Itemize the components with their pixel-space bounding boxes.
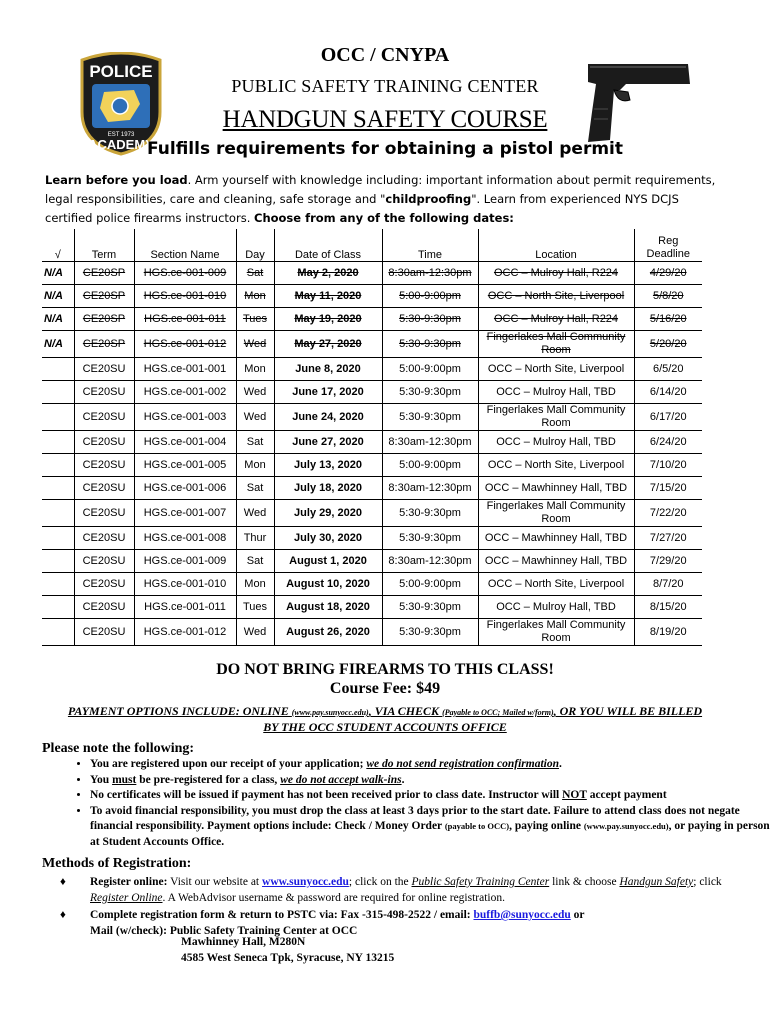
cell-term: CE20SU [74, 550, 134, 573]
intro-text-1: . Arm yourself with knowledge including: important information about permit requirements, legal responsibilities, care and cleaning, safe storage and " [45, 173, 716, 206]
intro-paragraph [45, 171, 725, 228]
table-row [42, 262, 702, 285]
cell-day: Sat [236, 477, 274, 500]
cell-term: CE20SU [74, 619, 134, 646]
cell-day: Tues [236, 596, 274, 619]
method-online-lead: Register online: [90, 876, 168, 888]
cell-loc: OCC – North Site, Liverpool [478, 285, 634, 308]
cell-section: HGS.ce-001-002 [134, 381, 236, 404]
cell-check [42, 596, 74, 619]
address-line-1: Mawhinney Hall, M280N [181, 936, 306, 948]
payment-text-3: , OR YOU WILL BE BILLED BY THE OCC STUDENT ACCOUNTS OFFICE [263, 704, 703, 734]
cell-check [42, 619, 74, 646]
cell-date: August 1, 2020 [274, 550, 382, 573]
cell-loc: OCC – Mulroy Hall, R224 [478, 262, 634, 285]
cell-deadline: 8/19/20 [634, 619, 702, 646]
cell-deadline: 6/17/20 [634, 404, 702, 431]
payment-text-2: , VIA CHECK [368, 704, 443, 718]
cell-deadline: 7/10/20 [634, 454, 702, 477]
table-row [42, 596, 702, 619]
cell-term: CE20SU [74, 596, 134, 619]
cell-section: HGS.ce-001-010 [134, 573, 236, 596]
cell-term: CE20SU [74, 404, 134, 431]
cell-deadline: 6/24/20 [634, 431, 702, 454]
cell-day: Sat [236, 431, 274, 454]
notes-title: Please note the following: [42, 741, 195, 756]
table-row [42, 619, 702, 646]
cell-date: May 11, 2020 [274, 285, 382, 308]
table-row [42, 358, 702, 381]
cell-loc: OCC – North Site, Liverpool [478, 454, 634, 477]
cell-date: May 2, 2020 [274, 262, 382, 285]
method-online: ♦ Register online: Visit our website at www.sunyocc.edu; click on the Public Safety Training Center link & choose Handgun Safety; click Register Online. A WebAdvisor username & password are required for online registration. [60, 876, 722, 904]
diamond-bullet-icon: ♦ [60, 876, 66, 888]
cell-loc: OCC – North Site, Liverpool [478, 358, 634, 381]
cell-section: HGS.ce-001-011 [134, 308, 236, 331]
cell-day: Wed [236, 331, 274, 358]
cell-date: August 26, 2020 [274, 619, 382, 646]
note-item: • No certificates will be issued if payment has not been received prior to class date. Instructor will NOT accept payment [90, 788, 770, 804]
cell-term: CE20SP [74, 331, 134, 358]
cell-term: CE20SU [74, 500, 134, 527]
register-online-link-text[interactable]: Register Online [90, 891, 163, 904]
cell-check [42, 573, 74, 596]
diamond-bullet-icon: ♦ [60, 909, 66, 921]
cell-term: CE20SP [74, 262, 134, 285]
cell-time: 8:30am-12:30pm [382, 477, 478, 500]
address-line-2: 4585 West Seneca Tpk, Syracuse, NY 13215 [181, 951, 395, 964]
table-row [42, 308, 702, 331]
cell-day: Sat [236, 262, 274, 285]
note-item: • You must be pre-registered for a class, we do not accept walk-ins. [90, 773, 770, 789]
table-row [42, 500, 702, 527]
table-row [42, 527, 702, 550]
table-row [42, 573, 702, 596]
cell-loc: Fingerlakes Mall Community Room [478, 619, 634, 646]
cell-check [42, 527, 74, 550]
table-header-row [42, 229, 702, 262]
cell-term: CE20SU [74, 454, 134, 477]
table-row [42, 454, 702, 477]
cell-date: June 8, 2020 [274, 358, 382, 381]
cell-check: N/A [42, 308, 74, 331]
note-item: • To avoid financial responsibility, you must drop the class at least 3 days prior to the start date. Failure to attend class does not negate financial responsibility. Payment options include: Check / Money Order (payable to OCC), paying online (www.pay.sunyocc.edu), or paying in person at Student Accounts Office. [90, 804, 770, 851]
intro-lead: Learn before you load [45, 173, 188, 187]
cell-loc: OCC – Mawhinney Hall, TBD [478, 477, 634, 500]
cell-deadline: 7/27/20 [634, 527, 702, 550]
cell-check: N/A [42, 262, 74, 285]
cell-date: July 18, 2020 [274, 477, 382, 500]
cell-date: August 18, 2020 [274, 596, 382, 619]
cell-check [42, 477, 74, 500]
cell-check [42, 431, 74, 454]
logo-top-text: POLICE [89, 62, 153, 81]
schedule-table [42, 229, 702, 646]
cell-check [42, 454, 74, 477]
cell-time: 5:30-9:30pm [382, 308, 478, 331]
cell-time: 5:30-9:30pm [382, 331, 478, 358]
cell-date: August 10, 2020 [274, 573, 382, 596]
cell-deadline: 5/16/20 [634, 308, 702, 331]
cell-section: HGS.ce-001-001 [134, 358, 236, 381]
cell-day: Tues [236, 308, 274, 331]
cell-day: Wed [236, 404, 274, 431]
handgun-safety-link-text[interactable]: Handgun Safety [619, 876, 694, 888]
cell-section: HGS.ce-001-012 [134, 619, 236, 646]
cell-day: Mon [236, 285, 274, 308]
methods-title: Methods of Registration: [42, 856, 192, 871]
cell-term: CE20SU [74, 358, 134, 381]
col-deadline: Reg Deadline [634, 229, 702, 262]
cell-date: May 27, 2020 [274, 331, 382, 358]
cell-date: July 30, 2020 [274, 527, 382, 550]
cell-time: 8:30am-12:30pm [382, 262, 478, 285]
cell-day: Wed [236, 381, 274, 404]
cell-loc: OCC – Mulroy Hall, R224 [478, 308, 634, 331]
table-row [42, 381, 702, 404]
cell-section: HGS.ce-001-009 [134, 550, 236, 573]
cell-section: HGS.ce-001-009 [134, 262, 236, 285]
logo-bottom-text: ACADEMY [88, 137, 154, 152]
col-date: Date of Class [274, 229, 382, 262]
cell-check: N/A [42, 331, 74, 358]
cell-time: 8:30am-12:30pm [382, 550, 478, 573]
payment-check-note: (Payable to OCC; Mailed w/form) [442, 708, 554, 717]
warning-line: DO NOT BRING FIREARMS TO THIS CLASS! [216, 661, 554, 678]
sunyocc-link[interactable]: www.sunyocc.edu [262, 876, 349, 888]
cell-check [42, 550, 74, 573]
cell-section: HGS.ce-001-008 [134, 527, 236, 550]
cell-time: 5:30-9:30pm [382, 619, 478, 646]
cell-term: CE20SU [74, 573, 134, 596]
cell-check [42, 358, 74, 381]
cell-loc: Fingerlakes Mall Community Room [478, 404, 634, 431]
cell-loc: OCC – North Site, Liverpool [478, 573, 634, 596]
cell-deadline: 7/15/20 [634, 477, 702, 500]
cell-section: HGS.ce-001-003 [134, 404, 236, 431]
cell-section: HGS.ce-001-010 [134, 285, 236, 308]
cell-date: July 13, 2020 [274, 454, 382, 477]
cell-loc: OCC – Mulroy Hall, TBD [478, 381, 634, 404]
payment-options [60, 704, 710, 735]
cell-deadline: 7/22/20 [634, 500, 702, 527]
cell-term: CE20SP [74, 308, 134, 331]
cell-day: Wed [236, 500, 274, 527]
cell-time: 5:30-9:30pm [382, 404, 478, 431]
mailing-address [181, 935, 394, 966]
col-section: Section Name [134, 229, 236, 262]
mail-line: Mail (w/check): Public Safety Training Center at OCC [90, 924, 358, 937]
cell-date: May 19, 2020 [274, 308, 382, 331]
table-row [42, 331, 702, 358]
table-row [42, 550, 702, 573]
cell-section: HGS.ce-001-012 [134, 331, 236, 358]
col-check: √ [42, 229, 74, 262]
table-row [42, 431, 702, 454]
payment-text-1: PAYMENT OPTIONS INCLUDE: ONLINE [67, 704, 292, 718]
cell-deadline: 7/29/20 [634, 550, 702, 573]
cell-section: HGS.ce-001-011 [134, 596, 236, 619]
table-row [42, 404, 702, 431]
cell-time: 5:00-9:00pm [382, 454, 478, 477]
intro-emphasis: childproofing [385, 192, 472, 206]
cell-date: June 17, 2020 [274, 381, 382, 404]
cell-term: CE20SP [74, 285, 134, 308]
logo-est-text: EST 1973 [107, 132, 135, 138]
cell-time: 5:00-9:00pm [382, 573, 478, 596]
cell-term: CE20SU [74, 431, 134, 454]
col-term: Term [74, 229, 134, 262]
cell-loc: Fingerlakes Mall Community Room [478, 500, 634, 527]
cell-day: Sat [236, 550, 274, 573]
cell-check: N/A [42, 285, 74, 308]
cell-term: CE20SU [74, 477, 134, 500]
cell-date: June 27, 2020 [274, 431, 382, 454]
payment-online-url: (www.pay.sunyocc.edu) [291, 708, 369, 717]
intro-text-2: ". Learn from experienced NYS DCJS certified police firearms instructors. [45, 192, 679, 225]
col-day: Day [236, 229, 274, 262]
cell-deadline: 5/8/20 [634, 285, 702, 308]
intro-choose: Choose from any of the following dates: [254, 211, 514, 225]
col-time: Time [382, 229, 478, 262]
pstc-link-text[interactable]: Public Safety Training Center [411, 876, 550, 888]
cell-loc: OCC – Mulroy Hall, TBD [478, 431, 634, 454]
cell-day: Mon [236, 573, 274, 596]
cell-time: 5:00-9:00pm [382, 358, 478, 381]
note-item: • You are registered upon our receipt of your application; we do not send registration confirmation. [90, 757, 770, 773]
cell-deadline: 8/15/20 [634, 596, 702, 619]
cell-check [42, 381, 74, 404]
cell-loc: OCC – Mawhinney Hall, TBD [478, 527, 634, 550]
col-location: Location [478, 229, 634, 262]
course-fee: Course Fee: $49 [329, 680, 441, 697]
cell-day: Wed [236, 619, 274, 646]
cell-term: CE20SU [74, 381, 134, 404]
cell-deadline: 5/20/20 [634, 331, 702, 358]
course-title: HANDGUN SAFETY COURSE [222, 106, 548, 133]
email-link[interactable]: buffb@sunyocc.edu [473, 909, 571, 921]
cell-deadline: 4/29/20 [634, 262, 702, 285]
method-mail-fax: ♦ Complete registration form & return to PSTC via: Fax -315-498-2522 / email: buffb@sunyocc.edu or Mail (w/check): Public Safety Training Center at OCC [60, 909, 585, 937]
table-row [42, 477, 702, 500]
cell-term: CE20SU [74, 527, 134, 550]
cell-day: Mon [236, 358, 274, 381]
cell-loc: OCC – Mawhinney Hall, TBD [478, 550, 634, 573]
center-title: PUBLIC SAFETY TRAINING CENTER [231, 76, 539, 96]
cell-time: 5:30-9:30pm [382, 596, 478, 619]
cell-deadline: 6/5/20 [634, 358, 702, 381]
cell-section: HGS.ce-001-007 [134, 500, 236, 527]
cell-day: Thur [236, 527, 274, 550]
cell-date: June 24, 2020 [274, 404, 382, 431]
cell-time: 5:00-9:00pm [382, 285, 478, 308]
cell-day: Mon [236, 454, 274, 477]
cell-loc: OCC – Mulroy Hall, TBD [478, 596, 634, 619]
cell-section: HGS.ce-001-004 [134, 431, 236, 454]
course-subtitle: Fulfills requirements for obtaining a pistol permit [147, 139, 623, 159]
cell-deadline: 6/14/20 [634, 381, 702, 404]
notes-list [48, 757, 770, 850]
cell-section: HGS.ce-001-006 [134, 477, 236, 500]
firearms-warning [0, 660, 770, 698]
cell-date: July 29, 2020 [274, 500, 382, 527]
table-row [42, 285, 702, 308]
cell-section: HGS.ce-001-005 [134, 454, 236, 477]
cell-time: 5:30-9:30pm [382, 500, 478, 527]
cell-time: 8:30am-12:30pm [382, 431, 478, 454]
cell-check [42, 404, 74, 431]
cell-check [42, 500, 74, 527]
cell-deadline: 8/7/20 [634, 573, 702, 596]
cell-time: 5:30-9:30pm [382, 381, 478, 404]
cell-time: 5:30-9:30pm [382, 527, 478, 550]
org-title: OCC / CNYPA [320, 44, 450, 66]
cell-loc: Fingerlakes Mall Community Room [478, 331, 634, 358]
